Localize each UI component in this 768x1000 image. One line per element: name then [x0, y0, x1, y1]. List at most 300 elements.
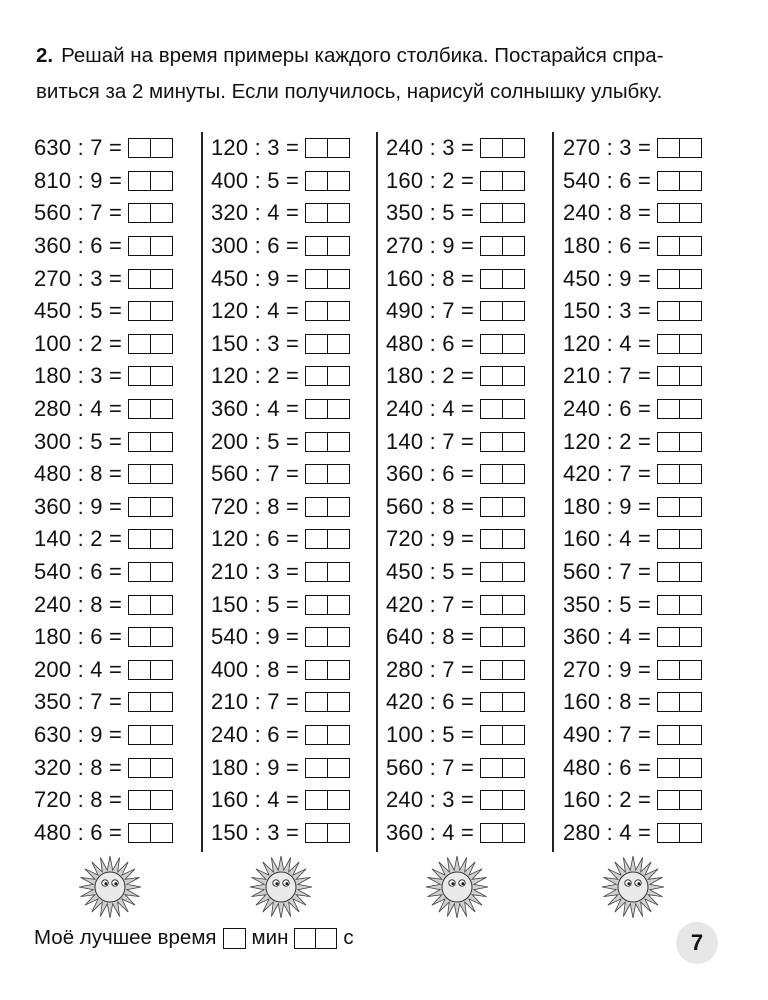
answer-digit-box[interactable]: [657, 529, 680, 549]
answer-boxes[interactable]: [128, 236, 173, 256]
answer-boxes[interactable]: [480, 203, 525, 223]
answer-boxes[interactable]: [128, 562, 173, 582]
exercise-expression: 420 : 6 =: [386, 689, 475, 715]
answer-boxes[interactable]: [480, 334, 525, 354]
answer-boxes[interactable]: [305, 758, 350, 778]
answer-digit-box[interactable]: [151, 497, 173, 517]
answer-digit-box[interactable]: [328, 758, 350, 778]
answer-digit-box[interactable]: [680, 399, 702, 419]
answer-boxes[interactable]: [128, 660, 173, 680]
answer-boxes[interactable]: [480, 269, 525, 289]
answer-digit-box[interactable]: [480, 171, 503, 191]
answer-boxes[interactable]: [305, 366, 350, 386]
exercise-expression: 810 : 9 =: [34, 167, 123, 193]
answer-digit-box[interactable]: [657, 497, 680, 517]
answer-digit-box[interactable]: [680, 301, 702, 321]
answer-digit-box[interactable]: [657, 660, 680, 680]
answer-digit-box[interactable]: [680, 203, 702, 223]
answer-digit-box[interactable]: [151, 203, 173, 223]
answer-digit-box[interactable]: [128, 758, 151, 778]
answer-digit-box[interactable]: [328, 529, 350, 549]
answer-digit-box[interactable]: [151, 399, 173, 419]
answer-digit-box[interactable]: [503, 660, 525, 680]
answer-digit-box[interactable]: [480, 366, 503, 386]
answer-boxes[interactable]: [657, 627, 702, 647]
answer-digit-box[interactable]: [680, 823, 702, 843]
answer-digit-box[interactable]: [480, 562, 503, 582]
answer-digit-box[interactable]: [503, 138, 525, 158]
answer-digit-box[interactable]: [503, 790, 525, 810]
answer-digit-box[interactable]: [503, 758, 525, 778]
answer-digit-box[interactable]: [503, 236, 525, 256]
answer-digit-box[interactable]: [151, 171, 173, 191]
answer-digit-box[interactable]: [328, 236, 350, 256]
answer-digit-box[interactable]: [305, 497, 328, 517]
exercise-row: [386, 393, 558, 426]
exercise-row: [211, 686, 383, 719]
answer-boxes[interactable]: [480, 138, 525, 158]
answer-digit-box[interactable]: [305, 301, 328, 321]
answer-digit-box[interactable]: [128, 464, 151, 484]
answer-digit-box[interactable]: [680, 758, 702, 778]
answer-digit-box[interactable]: [305, 269, 328, 289]
answer-boxes[interactable]: [480, 301, 525, 321]
sun-face-icon[interactable]: [424, 852, 490, 918]
answer-boxes[interactable]: [480, 823, 525, 843]
answer-digit-box[interactable]: [503, 562, 525, 582]
answer-digit-box[interactable]: [305, 464, 328, 484]
answer-digit-box[interactable]: [128, 725, 151, 745]
answer-boxes[interactable]: [657, 269, 702, 289]
answer-boxes[interactable]: [657, 203, 702, 223]
answer-digit-box[interactable]: [680, 432, 702, 452]
answer-digit-box[interactable]: [151, 138, 173, 158]
answer-boxes[interactable]: [128, 758, 173, 778]
answer-boxes[interactable]: [128, 301, 173, 321]
answer-digit-box[interactable]: [328, 692, 350, 712]
answer-digit-box[interactable]: [128, 203, 151, 223]
answer-boxes[interactable]: [480, 790, 525, 810]
answer-digit-box[interactable]: [657, 692, 680, 712]
answer-digit-box[interactable]: [680, 334, 702, 354]
exercise-row: [386, 784, 558, 817]
answer-boxes[interactable]: [305, 595, 350, 615]
answer-digit-box[interactable]: [680, 660, 702, 680]
answer-boxes[interactable]: [480, 236, 525, 256]
answer-digit-box[interactable]: [151, 790, 173, 810]
exercise-expression: 270 : 3 =: [34, 265, 123, 291]
answer-digit-box[interactable]: [128, 334, 151, 354]
exercise-row: [563, 230, 735, 263]
answer-digit-box[interactable]: [480, 269, 503, 289]
answer-digit-box[interactable]: [480, 138, 503, 158]
answer-boxes[interactable]: [657, 138, 702, 158]
answer-digit-box[interactable]: [680, 627, 702, 647]
answer-boxes[interactable]: [128, 366, 173, 386]
answer-digit-box[interactable]: [305, 529, 328, 549]
answer-digit-box[interactable]: [503, 725, 525, 745]
exercise-row: [34, 165, 206, 198]
answer-boxes[interactable]: [128, 497, 173, 517]
answer-digit-box[interactable]: [328, 269, 350, 289]
answer-digit-box[interactable]: [328, 366, 350, 386]
answer-digit-box[interactable]: [328, 627, 350, 647]
answer-boxes[interactable]: [657, 595, 702, 615]
answer-digit-box[interactable]: [128, 366, 151, 386]
answer-boxes[interactable]: [128, 692, 173, 712]
sun-face-icon[interactable]: [77, 852, 143, 918]
answer-digit-box[interactable]: [680, 562, 702, 582]
answer-digit-box[interactable]: [151, 692, 173, 712]
answer-digit-box[interactable]: [503, 432, 525, 452]
answer-digit-box[interactable]: [480, 236, 503, 256]
answer-digit-box[interactable]: [128, 595, 151, 615]
answer-digit-box[interactable]: [657, 464, 680, 484]
answer-boxes[interactable]: [657, 692, 702, 712]
answer-boxes[interactable]: [128, 790, 173, 810]
answer-boxes[interactable]: [480, 171, 525, 191]
answer-boxes[interactable]: [305, 464, 350, 484]
answer-digit-box[interactable]: [328, 660, 350, 680]
sun-face-icon[interactable]: [248, 852, 314, 918]
answer-boxes[interactable]: [128, 529, 173, 549]
answer-digit-box[interactable]: [680, 595, 702, 615]
answer-digit-box[interactable]: [305, 562, 328, 582]
answer-boxes[interactable]: [305, 334, 350, 354]
answer-boxes[interactable]: [128, 627, 173, 647]
answer-boxes[interactable]: [480, 366, 525, 386]
answer-digit-box[interactable]: [128, 692, 151, 712]
answer-boxes[interactable]: [480, 562, 525, 582]
answer-digit-box[interactable]: [657, 595, 680, 615]
answer-digit-box[interactable]: [305, 823, 328, 843]
exercise-row: [34, 556, 206, 589]
answer-digit-box[interactable]: [151, 660, 173, 680]
answer-digit-box[interactable]: [305, 399, 328, 419]
answer-digit-box[interactable]: [680, 171, 702, 191]
answer-boxes[interactable]: [657, 823, 702, 843]
answer-digit-box[interactable]: [657, 627, 680, 647]
answer-boxes[interactable]: [657, 399, 702, 419]
answer-digit-box[interactable]: [128, 399, 151, 419]
exercise-row: [211, 491, 383, 524]
answer-digit-box[interactable]: [128, 660, 151, 680]
exercise-expression: 450 : 9 =: [563, 265, 652, 291]
answer-boxes[interactable]: [305, 432, 350, 452]
answer-digit-box[interactable]: [657, 399, 680, 419]
answer-digit-box[interactable]: [128, 301, 151, 321]
answer-digit-box[interactable]: [328, 399, 350, 419]
exercise-expression: 360 : 4 =: [386, 819, 475, 845]
answer-boxes[interactable]: [657, 236, 702, 256]
answer-digit-box[interactable]: [657, 236, 680, 256]
answer-digit-box[interactable]: [128, 497, 151, 517]
answer-boxes[interactable]: [657, 432, 702, 452]
answer-digit-box[interactable]: [680, 529, 702, 549]
answer-digit-box[interactable]: [657, 366, 680, 386]
answer-digit-box[interactable]: [480, 595, 503, 615]
exercise-expression: 350 : 5 =: [386, 200, 475, 226]
answer-boxes[interactable]: [657, 301, 702, 321]
answer-digit-box[interactable]: [151, 627, 173, 647]
answer-digit-box[interactable]: [305, 660, 328, 680]
answer-boxes[interactable]: [657, 660, 702, 680]
answer-boxes[interactable]: [657, 562, 702, 582]
answer-boxes[interactable]: [305, 529, 350, 549]
answer-digit-box[interactable]: [328, 790, 350, 810]
answer-digit-box[interactable]: [480, 497, 503, 517]
answer-boxes[interactable]: [305, 790, 350, 810]
answer-boxes[interactable]: [657, 725, 702, 745]
answer-boxes[interactable]: [480, 432, 525, 452]
answer-digit-box[interactable]: [128, 138, 151, 158]
exercise-expression: 240 : 6 =: [211, 721, 300, 747]
exercise-expression: 180 : 2 =: [386, 363, 475, 389]
answer-digit-box[interactable]: [151, 464, 173, 484]
answer-boxes[interactable]: [657, 334, 702, 354]
answer-digit-box[interactable]: [680, 725, 702, 745]
answer-digit-box[interactable]: [128, 823, 151, 843]
answer-digit-box[interactable]: [305, 138, 328, 158]
answer-digit-box[interactable]: [128, 269, 151, 289]
answer-digit-box[interactable]: [480, 432, 503, 452]
answer-boxes[interactable]: [480, 758, 525, 778]
answer-boxes[interactable]: [305, 627, 350, 647]
answer-boxes[interactable]: [657, 529, 702, 549]
exercise-expression: 720 : 8 =: [34, 787, 123, 813]
exercise-expression: 400 : 8 =: [211, 656, 300, 682]
answer-digit-box[interactable]: [305, 790, 328, 810]
answer-digit-box[interactable]: [328, 595, 350, 615]
answer-digit-box[interactable]: [680, 790, 702, 810]
exercise-expression: 270 : 9 =: [563, 656, 652, 682]
answer-digit-box[interactable]: [680, 236, 702, 256]
answer-digit-box[interactable]: [480, 790, 503, 810]
answer-boxes[interactable]: [128, 595, 173, 615]
answer-boxes[interactable]: [480, 725, 525, 745]
answer-boxes[interactable]: [305, 692, 350, 712]
answer-digit-box[interactable]: [657, 823, 680, 843]
answer-digit-box[interactable]: [480, 334, 503, 354]
answer-digit-box[interactable]: [480, 823, 503, 843]
exercise-expression: 240 : 6 =: [563, 396, 652, 422]
answer-digit-box[interactable]: [503, 595, 525, 615]
answer-digit-box[interactable]: [680, 464, 702, 484]
exercise-row: [386, 751, 558, 784]
answer-digit-box[interactable]: [657, 203, 680, 223]
answer-digit-box[interactable]: [328, 562, 350, 582]
column-3: [386, 132, 558, 849]
answer-digit-box[interactable]: [328, 203, 350, 223]
exercise-row: [211, 393, 383, 426]
answer-digit-box[interactable]: [503, 203, 525, 223]
exercise-row: [563, 556, 735, 589]
answer-digit-box[interactable]: [657, 171, 680, 191]
answer-digit-box[interactable]: [680, 269, 702, 289]
answer-digit-box[interactable]: [503, 366, 525, 386]
answer-boxes[interactable]: [128, 399, 173, 419]
answer-digit-box[interactable]: [657, 334, 680, 354]
answer-boxes[interactable]: [657, 497, 702, 517]
answer-digit-box[interactable]: [128, 529, 151, 549]
answer-boxes[interactable]: [305, 562, 350, 582]
answer-digit-box[interactable]: [128, 790, 151, 810]
answer-digit-box[interactable]: [657, 725, 680, 745]
exercise-expression: 180 : 3 =: [34, 363, 123, 389]
answer-digit-box[interactable]: [305, 725, 328, 745]
answer-digit-box[interactable]: [328, 725, 350, 745]
answer-digit-box[interactable]: [480, 529, 503, 549]
sun-face-icon[interactable]: [600, 852, 666, 918]
answer-digit-box[interactable]: [328, 823, 350, 843]
answer-digit-box[interactable]: [151, 595, 173, 615]
answer-boxes[interactable]: [305, 497, 350, 517]
best-time-line: [34, 926, 354, 950]
answer-digit-box[interactable]: [151, 823, 173, 843]
exercise-row: [563, 360, 735, 393]
answer-digit-box[interactable]: [657, 562, 680, 582]
answer-digit-box[interactable]: [503, 334, 525, 354]
answer-digit-box[interactable]: [305, 692, 328, 712]
answer-digit-box[interactable]: [657, 790, 680, 810]
answer-boxes[interactable]: [128, 203, 173, 223]
answer-digit-box[interactable]: [305, 595, 328, 615]
answer-digit-box[interactable]: [305, 334, 328, 354]
answer-digit-box[interactable]: [128, 432, 151, 452]
answer-digit-box[interactable]: [328, 432, 350, 452]
answer-digit-box[interactable]: [503, 399, 525, 419]
answer-digit-box[interactable]: [680, 497, 702, 517]
answer-digit-box[interactable]: [305, 236, 328, 256]
answer-boxes[interactable]: [657, 790, 702, 810]
answer-digit-box[interactable]: [328, 497, 350, 517]
answer-digit-box[interactable]: [305, 366, 328, 386]
answer-boxes[interactable]: [480, 660, 525, 680]
answer-digit-box[interactable]: [503, 301, 525, 321]
answer-boxes[interactable]: [480, 529, 525, 549]
seconds-boxes[interactable]: [294, 928, 337, 949]
answer-boxes[interactable]: [657, 171, 702, 191]
answer-boxes[interactable]: [128, 432, 173, 452]
answer-digit-box[interactable]: [305, 432, 328, 452]
answer-boxes[interactable]: [128, 171, 173, 191]
answer-boxes[interactable]: [657, 366, 702, 386]
answer-boxes[interactable]: [305, 301, 350, 321]
answer-boxes[interactable]: [480, 497, 525, 517]
answer-digit-box[interactable]: [480, 301, 503, 321]
answer-boxes[interactable]: [128, 138, 173, 158]
answer-digit-box[interactable]: [151, 334, 173, 354]
answer-digit-box[interactable]: [151, 725, 173, 745]
answer-digit-box[interactable]: [305, 758, 328, 778]
answer-digit-box[interactable]: [328, 171, 350, 191]
answer-digit-box[interactable]: [503, 529, 525, 549]
answer-digit-box[interactable]: [657, 758, 680, 778]
minutes-label: мин: [251, 926, 289, 949]
answer-digit-box[interactable]: [480, 627, 503, 647]
answer-digit-box[interactable]: [680, 692, 702, 712]
answer-digit-box[interactable]: [503, 171, 525, 191]
answer-digit-box[interactable]: [151, 432, 173, 452]
answer-boxes[interactable]: [128, 823, 173, 843]
answer-digit-box[interactable]: [151, 269, 173, 289]
answer-boxes[interactable]: [305, 823, 350, 843]
answer-digit-box[interactable]: [305, 203, 328, 223]
answer-digit-box[interactable]: [503, 269, 525, 289]
answer-digit-box[interactable]: [680, 138, 702, 158]
answer-boxes[interactable]: [480, 627, 525, 647]
answer-boxes[interactable]: [128, 269, 173, 289]
answer-digit-box[interactable]: [151, 301, 173, 321]
answer-boxes[interactable]: [305, 269, 350, 289]
answer-digit-box[interactable]: [657, 432, 680, 452]
answer-digit-box[interactable]: [503, 497, 525, 517]
answer-digit-box[interactable]: [328, 138, 350, 158]
answer-boxes[interactable]: [480, 464, 525, 484]
answer-boxes[interactable]: [305, 660, 350, 680]
answer-boxes[interactable]: [305, 725, 350, 745]
answer-digit-box[interactable]: [480, 758, 503, 778]
answer-digit-box[interactable]: [480, 203, 503, 223]
answer-boxes[interactable]: [305, 236, 350, 256]
answer-boxes[interactable]: [657, 464, 702, 484]
answer-digit-box[interactable]: [151, 529, 173, 549]
answer-digit-box[interactable]: [328, 301, 350, 321]
answer-digit-box[interactable]: [480, 660, 503, 680]
answer-digit-box[interactable]: [305, 171, 328, 191]
answer-boxes[interactable]: [128, 334, 173, 354]
answer-digit-box[interactable]: [128, 562, 151, 582]
answer-boxes[interactable]: [480, 595, 525, 615]
answer-boxes[interactable]: [305, 203, 350, 223]
answer-digit-box[interactable]: [128, 171, 151, 191]
answer-boxes[interactable]: [480, 399, 525, 419]
answer-boxes[interactable]: [480, 692, 525, 712]
answer-digit-box[interactable]: [480, 725, 503, 745]
answer-digit-box[interactable]: [680, 366, 702, 386]
answer-digit-box[interactable]: [328, 334, 350, 354]
exercise-row: [211, 654, 383, 687]
answer-boxes[interactable]: [128, 725, 173, 745]
answer-digit-box[interactable]: [305, 627, 328, 647]
answer-digit-box[interactable]: [657, 301, 680, 321]
answer-digit-box[interactable]: [503, 627, 525, 647]
minutes-box[interactable]: [223, 928, 246, 949]
task-line-1: [36, 38, 726, 74]
answer-boxes[interactable]: [305, 171, 350, 191]
answer-boxes[interactable]: [305, 138, 350, 158]
answer-digit-box[interactable]: [151, 758, 173, 778]
answer-digit-box[interactable]: [503, 464, 525, 484]
answer-digit-box[interactable]: [503, 692, 525, 712]
answer-digit-box[interactable]: [151, 366, 173, 386]
answer-digit-box[interactable]: [128, 236, 151, 256]
answer-digit-box[interactable]: [328, 464, 350, 484]
answer-boxes[interactable]: [305, 399, 350, 419]
answer-digit-box[interactable]: [503, 823, 525, 843]
answer-digit-box[interactable]: [151, 562, 173, 582]
answer-digit-box[interactable]: [480, 464, 503, 484]
answer-digit-box[interactable]: [657, 269, 680, 289]
answer-digit-box[interactable]: [657, 138, 680, 158]
answer-digit-box[interactable]: [480, 692, 503, 712]
answer-digit-box[interactable]: [480, 399, 503, 419]
answer-boxes[interactable]: [128, 464, 173, 484]
exercise-expression: 200 : 5 =: [211, 428, 300, 454]
answer-digit-box[interactable]: [128, 627, 151, 647]
answer-digit-box[interactable]: [151, 236, 173, 256]
answer-boxes[interactable]: [657, 758, 702, 778]
